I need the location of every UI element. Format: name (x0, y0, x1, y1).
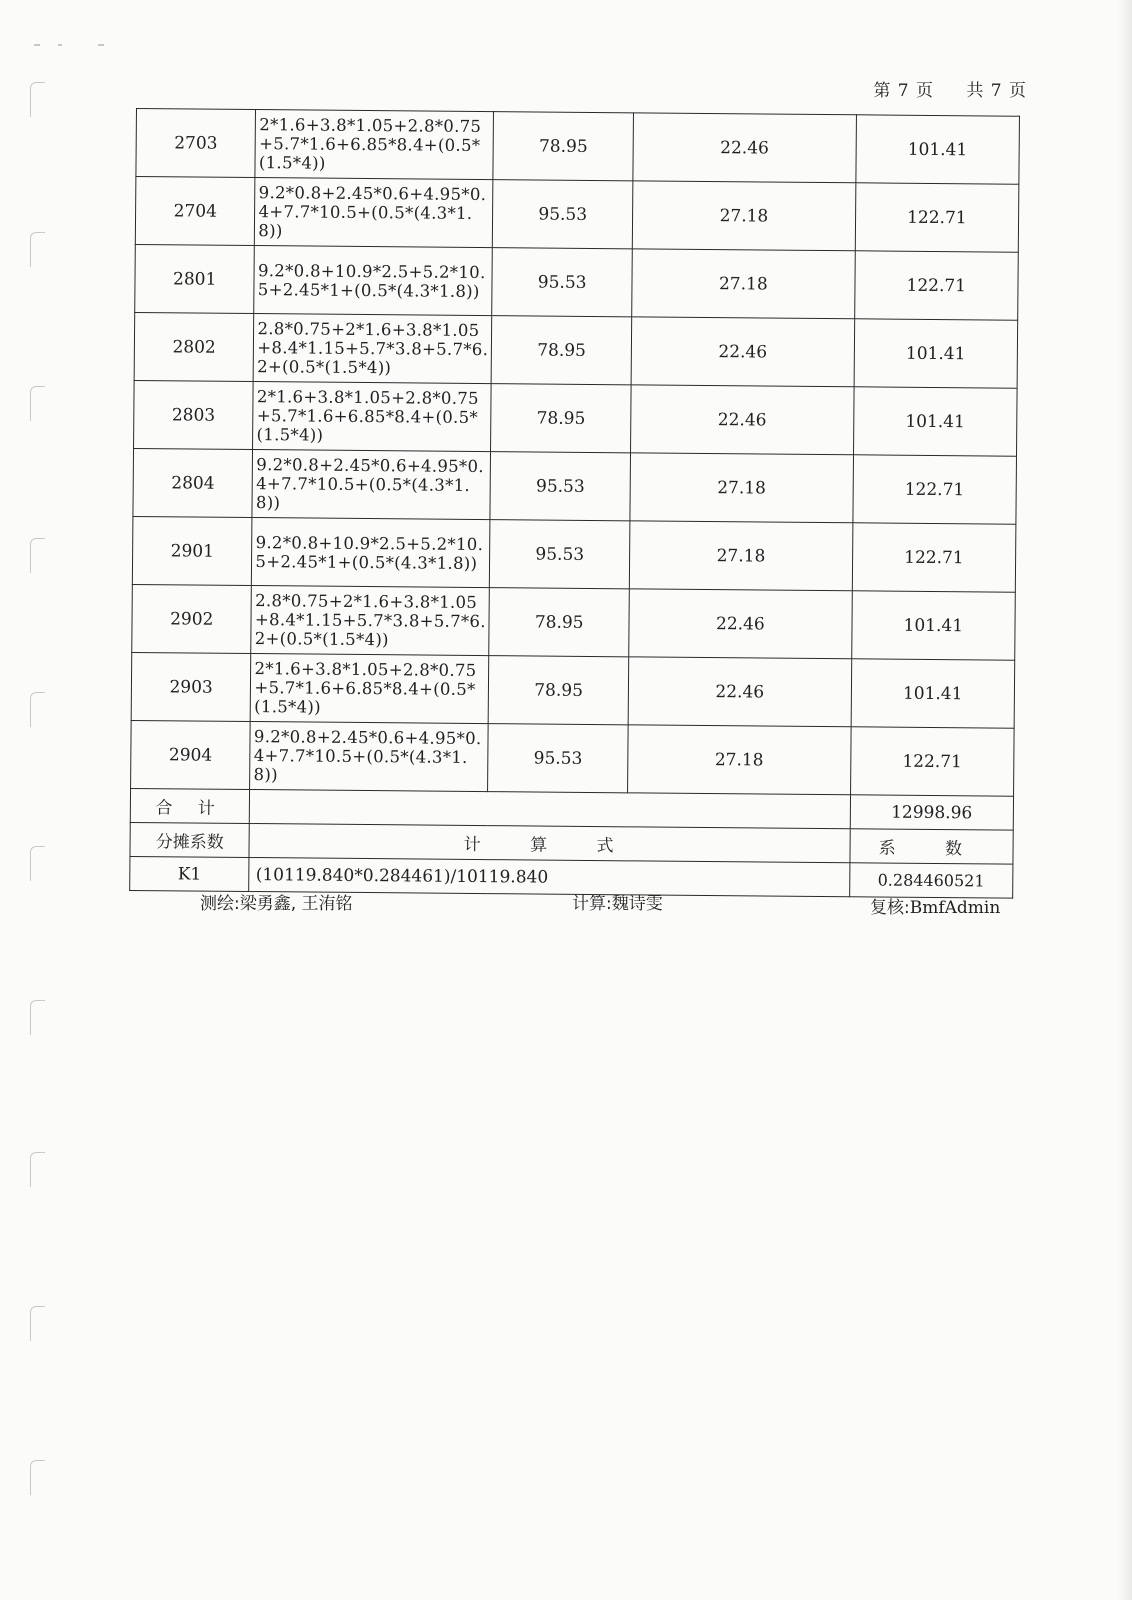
value-header: 系 数 (850, 829, 1014, 864)
binding-hole-mark (30, 386, 45, 421)
area-formula-cell: 2.8*0.75+2*1.6+3.8*1.05+8.4*1.15+5.7*3.8+5.7*6.2+(0.5*(1.5*4)) (254, 314, 492, 384)
area-value-b-cell: 27.18 (629, 521, 852, 591)
area-formula-cell: 9.2*0.8+10.9*2.5+5.2*10.5+2.45*1+(0.5*(4.3*1.8)) (252, 518, 490, 588)
unit-id-cell: 2703 (136, 109, 256, 178)
area-value-b-cell: 27.18 (632, 181, 855, 251)
coefficient-value: 0.284460521 (849, 863, 1013, 898)
area-total-cell: 122.71 (855, 183, 1019, 252)
area-apportion-table (129, 108, 1020, 899)
page-current: 第 7 页 (873, 81, 934, 101)
calculator-signature: 计算:魏诗雯 (572, 894, 663, 914)
area-value-a-cell: 78.95 (489, 588, 629, 657)
area-value-a-cell: 78.95 (493, 112, 633, 181)
area-formula-cell: 2*1.6+3.8*1.05+2.8*0.75+5.7*1.6+6.85*8.4+(0.5*(1.5*4)) (253, 382, 491, 452)
area-value-b-cell: 22.46 (629, 589, 852, 659)
table-row (132, 584, 1016, 660)
area-formula-cell: 9.2*0.8+2.45*0.6+4.95*0.4+7.7*10.5+(0.5*(4.3*1.8)) (252, 450, 490, 520)
scan-edge-shadow (1118, 0, 1132, 1600)
area-total-cell: 101.41 (854, 319, 1018, 388)
unit-id-cell: 2802 (134, 312, 254, 381)
page-total: 共 7 页 (966, 81, 1027, 101)
summary-total: 12998.96 (850, 795, 1014, 830)
area-value-b-cell: 27.18 (628, 725, 851, 795)
binding-hole-mark (30, 1000, 45, 1035)
unit-id-cell: 2904 (131, 720, 251, 789)
coefficient-label: 分摊系数 (130, 822, 250, 857)
table-row (133, 448, 1017, 524)
scan-speck (34, 44, 40, 46)
binding-hole-mark (30, 846, 45, 881)
summary-label: 合 计 (130, 788, 250, 823)
area-formula-cell: 9.2*0.8+2.45*0.6+4.95*0.4+7.7*10.5+(0.5*(4.3*1.8)) (255, 178, 493, 248)
area-total-cell: 122.71 (854, 251, 1018, 320)
binding-hole-mark (30, 538, 45, 573)
area-total-cell: 101.41 (851, 659, 1015, 728)
unit-id-cell: 2803 (134, 380, 254, 449)
table-body (131, 109, 1020, 797)
area-total-cell: 101.41 (851, 591, 1015, 660)
unit-id-cell: 2901 (132, 516, 252, 585)
coefficient-formula: (10119.840*0.284461)/10119.840 (249, 858, 849, 897)
area-total-cell: 101.41 (853, 387, 1017, 456)
binding-hole-mark (30, 232, 45, 267)
area-value-a-cell: 78.95 (491, 316, 631, 385)
table-row (135, 244, 1019, 320)
unit-id-cell: 2903 (131, 652, 251, 721)
binding-hole-mark (30, 692, 45, 727)
area-value-a-cell: 95.53 (492, 248, 632, 317)
area-value-a-cell: 95.53 (490, 520, 630, 589)
surveyor-signature: 测绘:梁勇鑫, 王洧铭 (200, 894, 353, 914)
area-total-cell: 101.41 (856, 115, 1020, 184)
binding-hole-mark (30, 1306, 45, 1341)
area-value-a-cell: 78.95 (491, 384, 631, 453)
scan-speck (58, 44, 62, 46)
area-value-b-cell: 22.46 (628, 657, 851, 727)
unit-id-cell: 2801 (135, 244, 255, 313)
reviewer-signature (870, 893, 1000, 918)
area-formula-cell: 2*1.6+3.8*1.05+2.8*0.75+5.7*1.6+6.85*8.4+(0.5*(1.5*4)) (255, 110, 493, 180)
area-formula-cell: 2*1.6+3.8*1.05+2.8*0.75+5.7*1.6+6.85*8.4+(0.5*(1.5*4)) (251, 654, 489, 724)
unit-id-cell: 2804 (133, 448, 253, 517)
area-value-a-cell: 95.53 (488, 724, 628, 793)
area-value-b-cell: 22.46 (631, 317, 854, 387)
coefficient-row-label: K1 (130, 856, 250, 891)
reviewer-name: BmfAdmin (909, 898, 1001, 918)
area-value-a-cell: 78.95 (488, 656, 628, 725)
table-row (132, 516, 1016, 592)
area-formula-cell: 9.2*0.8+10.9*2.5+5.2*10.5+2.45*1+(0.5*(4.3*1.8)) (254, 246, 492, 316)
area-value-b-cell: 27.18 (632, 249, 855, 319)
page-number (867, 76, 1027, 101)
table-row (135, 177, 1019, 253)
table-row (131, 720, 1015, 796)
table-row (136, 109, 1020, 185)
reviewer-prefix: 复核: (870, 898, 910, 918)
area-formula-cell: 2.8*0.75+2*1.6+3.8*1.05+8.4*1.15+5.7*3.8+5.7*6.2+(0.5*(1.5*4)) (251, 586, 489, 656)
formula-header: 计 算 式 (249, 824, 849, 863)
binding-hole-mark (30, 1152, 45, 1187)
unit-id-cell: 2902 (132, 584, 252, 653)
scan-speck (98, 44, 104, 46)
area-total-cell: 122.71 (853, 455, 1017, 524)
area-value-b-cell: 27.18 (630, 453, 853, 523)
area-formula-cell: 9.2*0.8+2.45*0.6+4.95*0.4+7.7*10.5+(0.5*(4.3*1.8)) (250, 722, 488, 792)
table-row (134, 380, 1018, 456)
area-total-cell: 122.71 (852, 523, 1016, 592)
summary-blank (250, 790, 850, 829)
area-value-b-cell: 22.46 (631, 385, 854, 455)
area-total-cell: 122.71 (850, 727, 1014, 796)
area-value-a-cell: 95.53 (493, 180, 633, 249)
binding-hole-mark (30, 82, 45, 117)
unit-id-cell: 2704 (135, 177, 255, 246)
table-row (131, 652, 1015, 728)
binding-hole-mark (30, 1460, 45, 1495)
area-value-b-cell: 22.46 (633, 113, 856, 183)
table-row (134, 312, 1018, 388)
area-value-a-cell: 95.53 (490, 452, 630, 521)
